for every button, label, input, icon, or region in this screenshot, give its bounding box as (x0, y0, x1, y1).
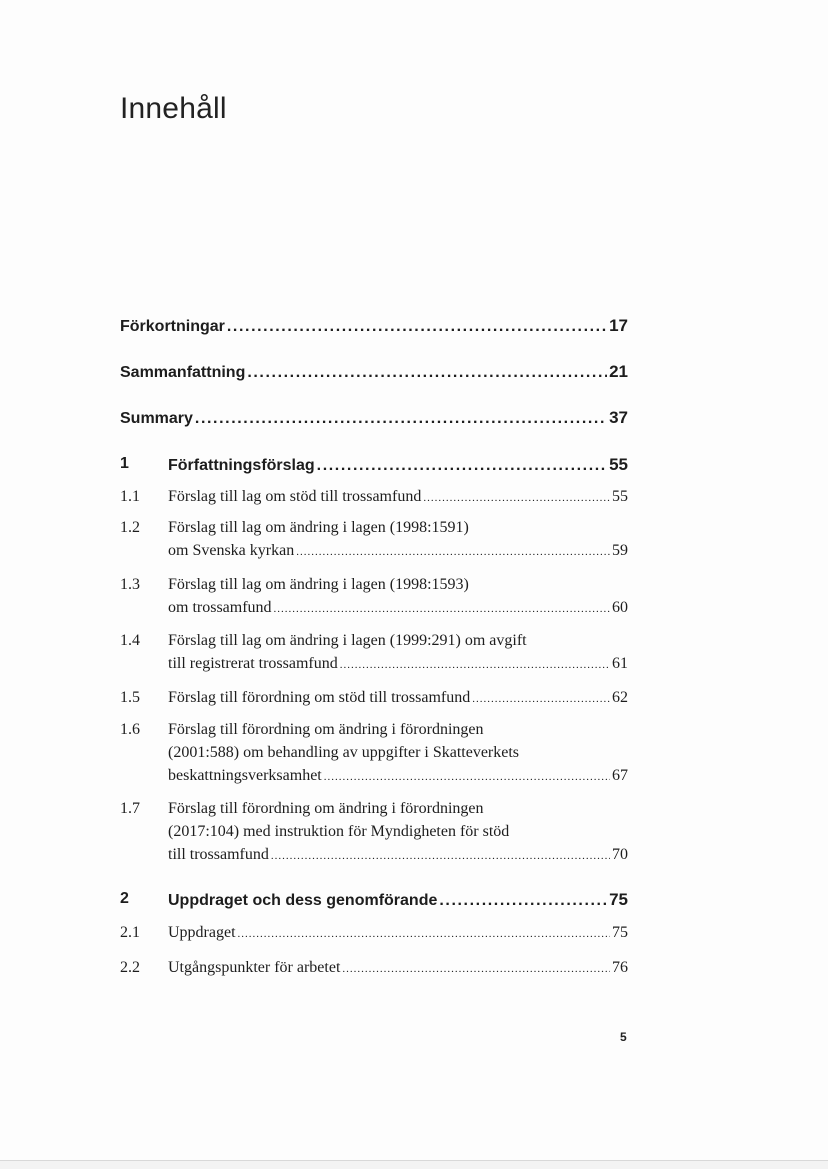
toc-page-number: 75 (612, 924, 628, 941)
toc-chapter-2[interactable] (120, 890, 628, 910)
toc-entry-title-cont: beskattningsverksamhet (168, 767, 322, 784)
toc-entry-title: Utgångspunkter för arbetet (168, 959, 341, 976)
dot-leader (195, 410, 607, 428)
toc-number: 1 (120, 455, 129, 472)
toc-entry-title-cont: om trossamfund (168, 599, 272, 616)
toc-chapter-1[interactable] (120, 455, 628, 475)
toc-entry-title: Förslag till förordning om ändring i förordningen (168, 800, 484, 817)
toc-section-1-3[interactable] (120, 573, 628, 621)
toc-number: 2 (120, 890, 129, 907)
dot-leader (296, 541, 610, 564)
toc-page-number: 21 (609, 362, 628, 381)
toc-page-number: 76 (612, 959, 628, 976)
dot-leader (227, 318, 607, 336)
dot-leader (423, 487, 610, 510)
toc-number: 2.1 (120, 924, 140, 941)
dot-leader (342, 958, 610, 981)
toc-page-number: 60 (612, 599, 628, 616)
toc-section-1-7[interactable] (120, 797, 628, 868)
toc-entry-title-cont: om Svenska kyrkan (168, 542, 295, 559)
toc-entry-summary[interactable] (120, 408, 628, 428)
page-number: 5 (620, 1030, 627, 1044)
dot-leader (271, 845, 610, 868)
toc-page-number: 70 (612, 846, 628, 863)
toc-page-number: 67 (612, 767, 628, 784)
dot-leader (247, 364, 607, 382)
toc-entry-title-cont: till trossamfund (168, 846, 269, 863)
toc-entry-title-cont: till registrerat trossamfund (168, 655, 338, 672)
toc-number: 1.5 (120, 689, 140, 706)
toc-section-1-4[interactable] (120, 629, 628, 677)
toc-entry-title: Förslag till lag om stöd till trossamfund (168, 488, 422, 505)
toc-section-1-6[interactable] (120, 718, 628, 789)
toc-entry-title: Förslag till förordning om ändring i förordningen (168, 721, 484, 738)
toc-entry-title: Förkortningar (120, 318, 225, 335)
toc-number: 1.4 (120, 632, 140, 649)
dot-leader (324, 766, 610, 789)
toc-entry-title: Förslag till lag om ändring i lagen (1999:291) om avgift (168, 632, 527, 649)
toc-section-2-2[interactable] (120, 956, 628, 981)
toc-page-number: 55 (609, 455, 628, 474)
dot-leader (317, 457, 607, 475)
toc-section-1-1[interactable] (120, 485, 628, 510)
toc-number: 2.2 (120, 959, 140, 976)
toc-entry-title: Författningsförslag (168, 457, 315, 474)
toc-number: 1.1 (120, 488, 140, 505)
toc-page-number: 37 (609, 408, 628, 427)
toc-number: 1.7 (120, 800, 140, 817)
toc-entry-title: Uppdraget och dess genomförande (168, 892, 438, 909)
toc-page-number: 61 (612, 655, 628, 672)
toc-number: 1.3 (120, 576, 140, 593)
toc-section-1-2[interactable] (120, 516, 628, 564)
toc-page-number: 75 (609, 890, 628, 909)
toc-page-number: 62 (612, 689, 628, 706)
toc-entry-title: Förslag till lag om ändring i lagen (1998:1591) (168, 519, 469, 536)
toc-entry-title: Sammanfattning (120, 364, 246, 381)
toc-entry-title-cont: (2001:588) om behandling av uppgifter i Skatteverkets (168, 744, 520, 761)
toc-entry-title: Förslag till lag om ändring i lagen (1998:1593) (168, 576, 469, 593)
toc-page-number: 55 (612, 488, 628, 505)
toc-number: 1.6 (120, 721, 140, 738)
toc-entry-sammanfattning[interactable] (120, 362, 628, 382)
dot-leader (472, 688, 610, 711)
dot-leader (340, 654, 610, 677)
toc-entry-title: Summary (120, 410, 193, 427)
toc-entry-title: Uppdraget (168, 924, 236, 941)
toc-entry-title: Förslag till förordning om stöd till trossamfund (168, 689, 471, 706)
dot-leader (439, 892, 607, 910)
page-title: Innehåll (120, 92, 227, 125)
toc-entry-title-cont: (2017:104) med instruktion för Myndigheten för stöd (168, 823, 510, 840)
toc-section-1-5[interactable] (120, 686, 628, 711)
toc-section-2-1[interactable] (120, 921, 628, 946)
toc-number: 1.2 (120, 519, 140, 536)
toc-page-number: 59 (612, 542, 628, 559)
toc-entry-forkortningar[interactable] (120, 316, 628, 336)
dot-leader (274, 598, 610, 621)
toc-page-number: 17 (609, 316, 628, 335)
dot-leader (238, 923, 610, 946)
